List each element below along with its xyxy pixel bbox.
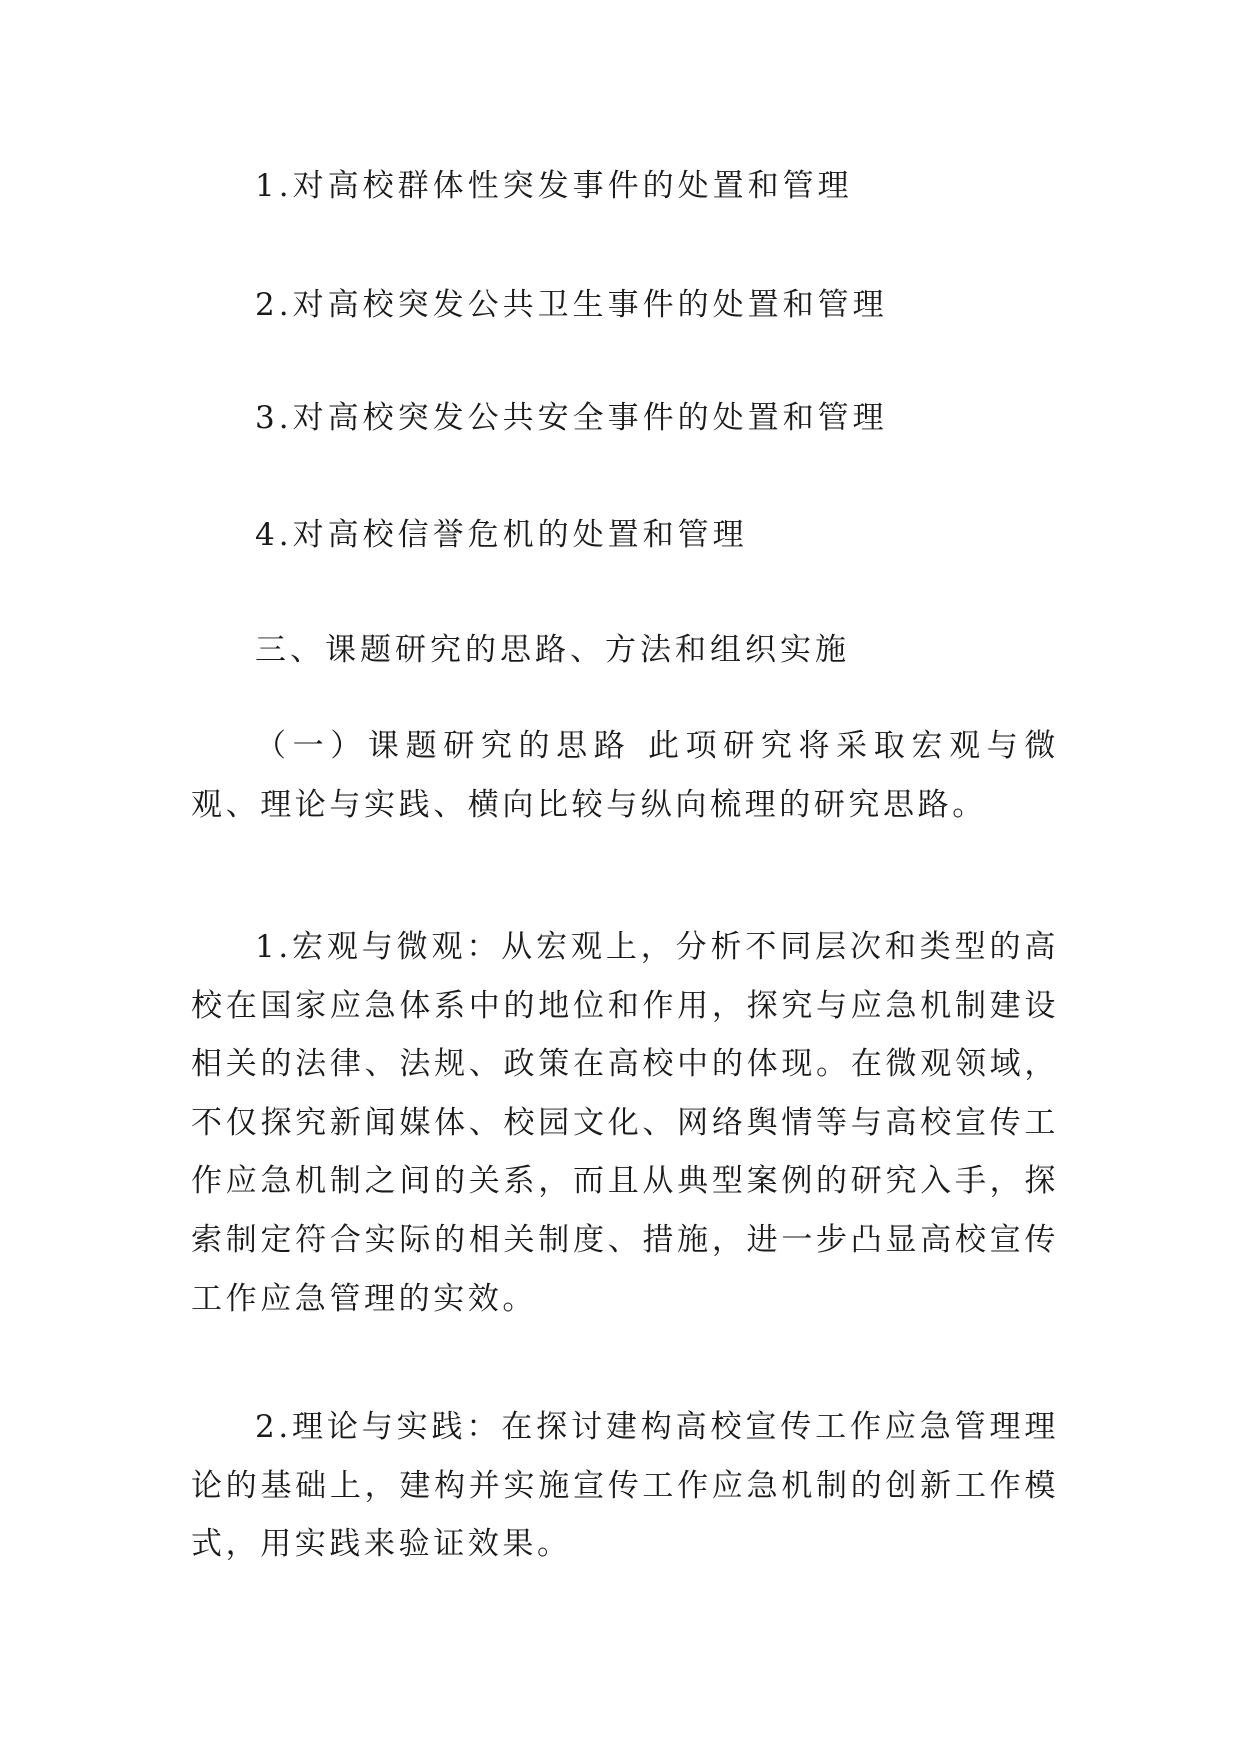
list-item: 1.对高校群体性突发事件的处置和管理 [255, 168, 853, 204]
paragraph: 2.理论与实践：在探讨建构高校宣传工作应急管理理论的基础上，建构并实施宣传工作应急机制的创新工作模式，用实践来验证效果。 [191, 1409, 1059, 1563]
paragraph: （一）课题研究的思路 此项研究将采取宏观与微观、理论与实践、横向比较与纵向梳理的研究思路。 [191, 728, 1059, 823]
list-item: 2.对高校突发公共卫生事件的处置和管理 [255, 287, 888, 323]
list-item: 3.对高校突发公共安全事件的处置和管理 [255, 400, 888, 436]
section-heading: 三、课题研究的思路、方法和组织实施 [255, 632, 850, 668]
list-item: 4.对高校信誉危机的处置和管理 [255, 517, 748, 553]
paragraph: 1.宏观与微观：从宏观上，分析不同层次和类型的高校在国家应急体系中的地位和作用，探究与应急机制建设相关的法律、法规、政策在高校中的体现。在微观领域，不仅探究新闻媒体、校园文化、网络舆情等与高校宣传工作应急机制之间的关系，而且从典型案例的研究入手，探索制定符合实际的相关制度、措施，进一步凸显高校宣传工作应急管理的实效。 [191, 929, 1059, 1317]
